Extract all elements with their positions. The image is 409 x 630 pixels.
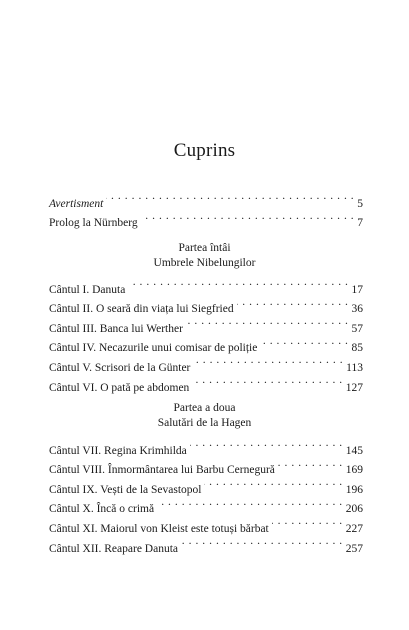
dot-leader xyxy=(141,207,355,227)
dot-leader xyxy=(260,332,348,352)
toc-entry-page: 257 xyxy=(345,542,363,555)
page-title: Cuprins xyxy=(173,140,236,161)
toc-entry-label: Cântul VIII. Înmormântarea lui Barbu Cernegură xyxy=(49,464,275,477)
dot-leader xyxy=(278,454,343,474)
toc-entry-page: 196 xyxy=(345,483,363,496)
toc-entry[interactable] xyxy=(49,434,363,457)
toc-entry[interactable] xyxy=(49,273,363,296)
toc-entry-label: Cântul V. Scrisori de la Günter xyxy=(49,361,191,374)
dot-leader xyxy=(237,293,349,313)
toc-entry-label: Cântul XI. Maiorul von Kleist este totuși bărbat xyxy=(49,522,269,535)
toc-entry-page: 85 xyxy=(351,342,363,355)
toc-entry-page: 127 xyxy=(345,381,363,394)
toc-entry-page: 206 xyxy=(345,503,363,516)
toc-entry-label: Prolog la Nürnberg xyxy=(49,217,138,230)
toc-part-1 xyxy=(49,273,363,394)
part-title: Partea a doua xyxy=(173,402,236,414)
toc-entry-label: Cântul X. Încă o crimă xyxy=(49,503,155,516)
dot-leader xyxy=(204,473,342,493)
toc-entry-page: 113 xyxy=(346,361,363,374)
part-subtitle: Salutări de la Hagen xyxy=(157,417,252,429)
dot-leader xyxy=(192,371,342,391)
toc-entry-label: Cântul III. Banca lui Werther xyxy=(49,322,183,335)
dot-leader xyxy=(186,312,349,332)
toc-entry-page: 17 xyxy=(351,283,363,296)
part-subtitle: Umbrele Nibelungilor xyxy=(153,257,256,269)
toc-part-2 xyxy=(49,434,363,555)
part-heading xyxy=(0,241,409,271)
dot-leader xyxy=(157,493,343,513)
toc-entry-page: 227 xyxy=(345,522,363,535)
toc-entry-page: 36 xyxy=(351,303,363,316)
dot-leader xyxy=(181,532,343,552)
part-heading xyxy=(0,401,409,431)
toc-entry-label: Cântul I. Danuta xyxy=(49,283,126,296)
toc-entry-label: Cântul II. O seară din viața lui Siegfried xyxy=(49,303,234,316)
toc-entry-page: 5 xyxy=(357,197,363,210)
dot-leader xyxy=(106,187,354,207)
toc-entry-page: 57 xyxy=(351,322,363,335)
toc-entry[interactable] xyxy=(49,187,363,210)
toc-entry-label: Cântul XII. Reapare Danuta xyxy=(49,542,179,555)
toc-entry-label: Cântul VI. O pată pe abdomen xyxy=(49,381,190,394)
toc-front-matter xyxy=(49,187,363,230)
part-title: Partea întâi xyxy=(178,242,231,254)
toc-entry-label: Cântul IV. Necazurile unui comisar de poliție xyxy=(49,342,258,355)
toc-entry-page: 7 xyxy=(357,217,363,230)
toc-entry-page: 169 xyxy=(345,464,363,477)
dot-leader xyxy=(193,351,343,371)
dot-leader xyxy=(128,273,348,293)
toc-entry-label: Avertisment xyxy=(49,197,104,210)
dot-leader xyxy=(190,434,343,454)
dot-leader xyxy=(272,512,343,532)
toc-entry-label: Cântul VII. Regina Krimhilda xyxy=(49,444,187,457)
toc-entry-page: 145 xyxy=(345,444,363,457)
toc-entry-label: Cântul IX. Vești de la Sevastopol xyxy=(49,483,202,496)
